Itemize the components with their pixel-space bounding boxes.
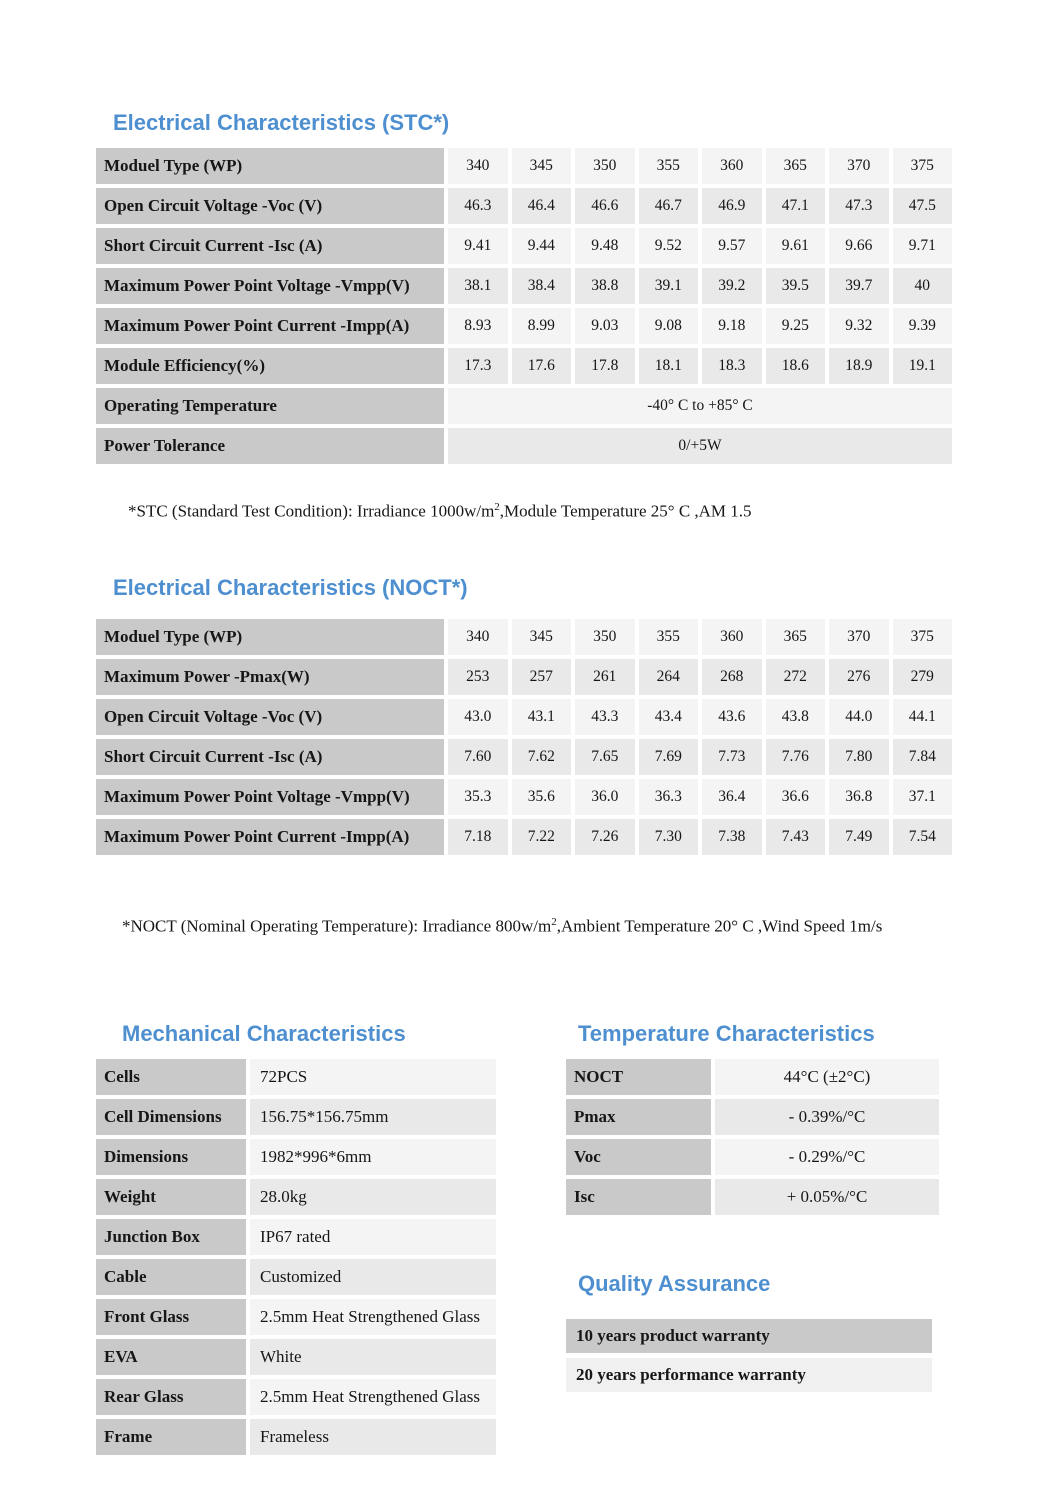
value-cell: Customized [250,1259,496,1295]
row-label: Isc [566,1179,711,1215]
value-cell: 268 [702,659,762,695]
warranty-list [566,1319,932,1392]
value-cell: 9.41 [448,228,508,264]
value-cell: 7.43 [766,819,826,855]
row-label: Open Circuit Voltage -Voc (V) [96,699,444,735]
noct-footnote [122,911,1060,938]
row-label: Maximum Power Point Current -Impp(A) [96,819,444,855]
stc-footnote [128,496,1060,523]
table-row [96,1339,496,1375]
table-row [96,659,952,695]
row-label: Short Circuit Current -Isc (A) [96,228,444,264]
value-cell: 7.65 [575,739,635,775]
value-cell: 9.08 [639,308,699,344]
bottom-section [92,1021,1060,1459]
value-cell: 9.71 [893,228,953,264]
temperature-column [562,1021,948,1459]
value-cell: 44°C (±2°C) [715,1059,939,1095]
value-cell: 46.4 [512,188,572,224]
value-cell: 35.6 [512,779,572,815]
value-cell: 9.66 [829,228,889,264]
value-cell: 38.4 [512,268,572,304]
section-title-stc: Electrical Characteristics (STC*) [113,110,450,135]
table-row [96,1059,496,1095]
value-cell: 156.75*156.75mm [250,1099,496,1135]
row-label: Dimensions [96,1139,246,1175]
value-cell: 39.7 [829,268,889,304]
value-cell: 7.38 [702,819,762,855]
value-cell: 7.69 [639,739,699,775]
value-cell: IP67 rated [250,1219,496,1255]
value-cell: - 0.29%/°C [715,1139,939,1175]
table-row [96,348,952,384]
section-title-quality: Quality Assurance [578,1271,771,1297]
value-cell: 9.03 [575,308,635,344]
value-cell: Frameless [250,1419,496,1455]
value-cell: 36.8 [829,779,889,815]
span-value-cell: -40° C to +85° C [448,388,952,424]
value-cell: 46.7 [639,188,699,224]
value-cell: 365 [766,148,826,184]
value-cell: 2.5mm Heat Strengthened Glass [250,1379,496,1415]
value-cell: 37.1 [893,779,953,815]
value-cell: 43.6 [702,699,762,735]
mechanical-table [92,1055,500,1459]
value-cell: 7.60 [448,739,508,775]
row-label: Front Glass [96,1299,246,1335]
row-label: Power Tolerance [96,428,444,464]
value-cell: 9.57 [702,228,762,264]
value-cell: 38.8 [575,268,635,304]
value-cell: 9.32 [829,308,889,344]
value-cell: 279 [893,659,953,695]
value-cell: 360 [702,148,762,184]
value-cell: 7.73 [702,739,762,775]
value-cell: 19.1 [893,348,953,384]
value-cell: 72PCS [250,1059,496,1095]
value-cell: 272 [766,659,826,695]
value-cell: 46.3 [448,188,508,224]
noct-footnote-text: ,Ambient Temperature 20° C ,Wind Speed 1m/s [556,916,883,936]
row-label: Cells [96,1059,246,1095]
value-cell: 8.93 [448,308,508,344]
value-cell: 43.1 [512,699,572,735]
table-row [96,1379,496,1415]
value-cell: 35.3 [448,779,508,815]
value-cell: 2.5mm Heat Strengthened Glass [250,1299,496,1335]
value-cell: 1982*996*6mm [250,1139,496,1175]
row-label: Rear Glass [96,1379,246,1415]
stc-footnote-text: *STC (Standard Test Condition): Irradiance 1000w/m [128,501,495,521]
value-cell: 9.48 [575,228,635,264]
table-row [96,1419,496,1455]
value-cell: 43.3 [575,699,635,735]
section-title-temperature: Temperature Characteristics [578,1021,875,1047]
value-cell: 9.25 [766,308,826,344]
value-cell: 7.49 [829,819,889,855]
value-cell: 44.1 [893,699,953,735]
value-cell: 375 [893,619,953,655]
value-cell: 355 [639,148,699,184]
value-cell: 8.99 [512,308,572,344]
value-cell: 38.1 [448,268,508,304]
value-cell: 36.0 [575,779,635,815]
table-row [96,1219,496,1255]
value-cell: 43.8 [766,699,826,735]
value-cell: 17.3 [448,348,508,384]
value-cell: - 0.39%/°C [715,1099,939,1135]
value-cell: 355 [639,619,699,655]
row-label: Cell Dimensions [96,1099,246,1135]
value-cell: 370 [829,148,889,184]
temperature-table [562,1055,943,1219]
value-cell: 365 [766,619,826,655]
row-label: Pmax [566,1099,711,1135]
value-cell: 9.52 [639,228,699,264]
table-row [96,228,952,264]
value-cell: + 0.05%/°C [715,1179,939,1215]
stc-table [92,144,956,468]
row-label: Maximum Power Point Voltage -Vmpp(V) [96,268,444,304]
value-cell: 17.6 [512,348,572,384]
value-cell: 18.1 [639,348,699,384]
row-label: Maximum Power Point Voltage -Vmpp(V) [96,779,444,815]
table-row [96,1299,496,1335]
table-row [566,1139,939,1175]
table-row [566,1179,939,1215]
value-cell: 47.3 [829,188,889,224]
value-cell: 36.6 [766,779,826,815]
value-cell: White [250,1339,496,1375]
table-row [96,779,952,815]
value-cell: 46.6 [575,188,635,224]
value-cell: 261 [575,659,635,695]
value-cell: 264 [639,659,699,695]
row-label: Junction Box [96,1219,246,1255]
mechanical-column [92,1021,504,1459]
value-cell: 9.61 [766,228,826,264]
value-cell: 7.62 [512,739,572,775]
value-cell: 350 [575,619,635,655]
section-title-noct: Electrical Characteristics (NOCT*) [113,574,468,600]
row-label: Frame [96,1419,246,1455]
row-label: Weight [96,1179,246,1215]
table-row [566,1099,939,1135]
table-row [96,739,952,775]
noct-footnote-sup: 2 [551,915,557,928]
value-cell: 18.6 [766,348,826,384]
value-cell: 340 [448,148,508,184]
table-row [96,148,952,184]
value-cell: 7.80 [829,739,889,775]
noct-table [92,615,956,859]
row-label: Module Efficiency(%) [96,348,444,384]
table-row [96,1099,496,1135]
value-cell: 43.0 [448,699,508,735]
value-cell: 17.8 [575,348,635,384]
table-row [96,428,952,464]
span-value-cell: 0/+5W [448,428,952,464]
value-cell: 7.54 [893,819,953,855]
value-cell: 9.39 [893,308,953,344]
warranty-item: 20 years performance warranty [566,1358,932,1392]
value-cell: 36.4 [702,779,762,815]
value-cell: 9.18 [702,308,762,344]
value-cell: 375 [893,148,953,184]
value-cell: 44.0 [829,699,889,735]
row-label: Moduel Type (WP) [96,619,444,655]
row-label: Maximum Power -Pmax(W) [96,659,444,695]
row-label: EVA [96,1339,246,1375]
value-cell: 7.26 [575,819,635,855]
row-label: NOCT [566,1059,711,1095]
noct-footnote-text: *NOCT (Nominal Operating Temperature): Irradiance 800w/m [122,916,552,936]
value-cell: 360 [702,619,762,655]
value-cell: 46.9 [702,188,762,224]
value-cell: 345 [512,148,572,184]
row-label: Short Circuit Current -Isc (A) [96,739,444,775]
row-label: Cable [96,1259,246,1295]
value-cell: 36.3 [639,779,699,815]
value-cell: 39.5 [766,268,826,304]
value-cell: 257 [512,659,572,695]
value-cell: 7.84 [893,739,953,775]
value-cell: 43.4 [639,699,699,735]
value-cell: 276 [829,659,889,695]
table-row [96,699,952,735]
value-cell: 39.2 [702,268,762,304]
table-row [96,1179,496,1215]
value-cell: 47.5 [893,188,953,224]
value-cell: 345 [512,619,572,655]
table-row [96,1259,496,1295]
value-cell: 7.22 [512,819,572,855]
table-row [96,819,952,855]
warranty-item: 10 years product warranty [566,1319,932,1353]
row-label: Open Circuit Voltage -Voc (V) [96,188,444,224]
table-row [96,308,952,344]
value-cell: 9.44 [512,228,572,264]
value-cell: 39.1 [639,268,699,304]
value-cell: 340 [448,619,508,655]
value-cell: 350 [575,148,635,184]
table-row [96,1139,496,1175]
value-cell: 253 [448,659,508,695]
value-cell: 7.18 [448,819,508,855]
value-cell: 370 [829,619,889,655]
value-cell: 7.76 [766,739,826,775]
stc-footnote-text: ,Module Temperature 25° C ,AM 1.5 [499,501,752,521]
value-cell: 18.3 [702,348,762,384]
value-cell: 40 [893,268,953,304]
row-label: Operating Temperature [96,388,444,424]
table-row [96,619,952,655]
table-row [96,188,952,224]
table-row [566,1059,939,1095]
row-label: Moduel Type (WP) [96,148,444,184]
value-cell: 28.0kg [250,1179,496,1215]
row-label: Maximum Power Point Current -Impp(A) [96,308,444,344]
value-cell: 18.9 [829,348,889,384]
section-title-mechanical: Mechanical Characteristics [122,1021,406,1047]
table-row [96,388,952,424]
value-cell: 47.1 [766,188,826,224]
table-row [96,268,952,304]
row-label: Voc [566,1139,711,1175]
value-cell: 7.30 [639,819,699,855]
stc-footnote-sup: 2 [494,501,500,513]
